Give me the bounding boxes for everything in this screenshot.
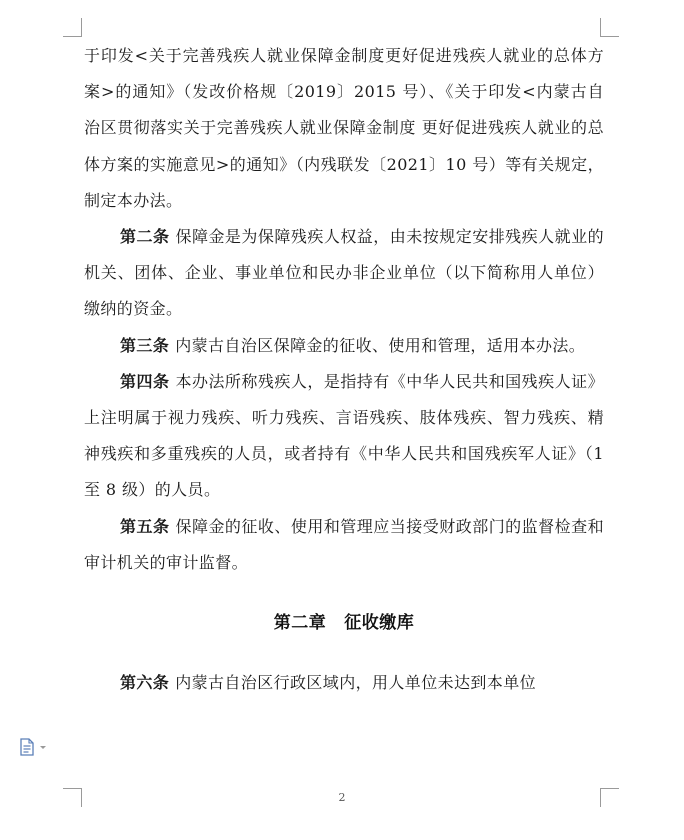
article-6-text: 内蒙古自治区行政区域内，用人单位未达到本单位	[175, 673, 537, 693]
chapter-title: 征收缴库	[344, 613, 415, 634]
article-4	[84, 364, 604, 509]
document-options-icon[interactable]	[19, 738, 51, 756]
document-body	[84, 38, 604, 701]
article-5-label: 第五条	[120, 516, 170, 536]
page-number: 2	[338, 791, 346, 804]
article-5-text: 保障金的征收、使用和管理应当接受财政部门的监督检查和审计机关的审计监督。	[84, 516, 605, 572]
intro-line-5: 〔2021〕10 号）等有关规定，制定本办法。	[84, 154, 605, 210]
article-3-text: 内蒙古自治区保障金的征收、使用和管理，适用本办法。	[175, 335, 586, 355]
article-3-label: 第三条	[120, 335, 170, 355]
article-2-label: 第二条	[120, 227, 170, 247]
intro-paragraph	[84, 38, 604, 219]
article-6	[84, 665, 604, 701]
chapter-heading	[84, 581, 604, 665]
page-corner-top-right	[600, 18, 619, 37]
article-6-label: 第六条	[120, 673, 170, 693]
article-4-label: 第四条	[120, 371, 170, 391]
page-corner-top-left	[63, 18, 82, 37]
intro-line-3: 发<内蒙古自治区贯彻落实关于完善残疾人就业保障金制度 更	[84, 82, 604, 138]
article-2	[84, 219, 604, 328]
article-3	[84, 328, 604, 364]
intro-line-4: 好促进残疾人就业的总体方案的实施意见>的通知》（内残联发	[84, 118, 604, 174]
article-4-text: 本办法所称残疾人，是指持有《中华人民共和国残疾人证》上注明属于视力残疾、听力残疾、言语残疾、肢体残疾、智力残疾、精神残疾和多重残疾的人员，或者持有《中华人民共和国残疾军人证》（1 至 8 级）的人员。	[84, 371, 605, 500]
intro-line-2: 总体方案>的通知》（发改价格规〔2019〕2015 号）、《关于印	[84, 46, 605, 102]
article-5	[84, 509, 604, 581]
chapter-number: 第二章	[273, 613, 327, 634]
article-2-text: 保障金是为保障残疾人权益，由未按规定安排残疾人就业的机关、团体、企业、事业单位和民办非企业单位（以下简称用人单位）缴纳的资金。	[84, 227, 605, 319]
intro-line-1: 于印发<关于完善残疾人就业保障金制度更好促进残疾人就业的	[84, 46, 554, 65]
